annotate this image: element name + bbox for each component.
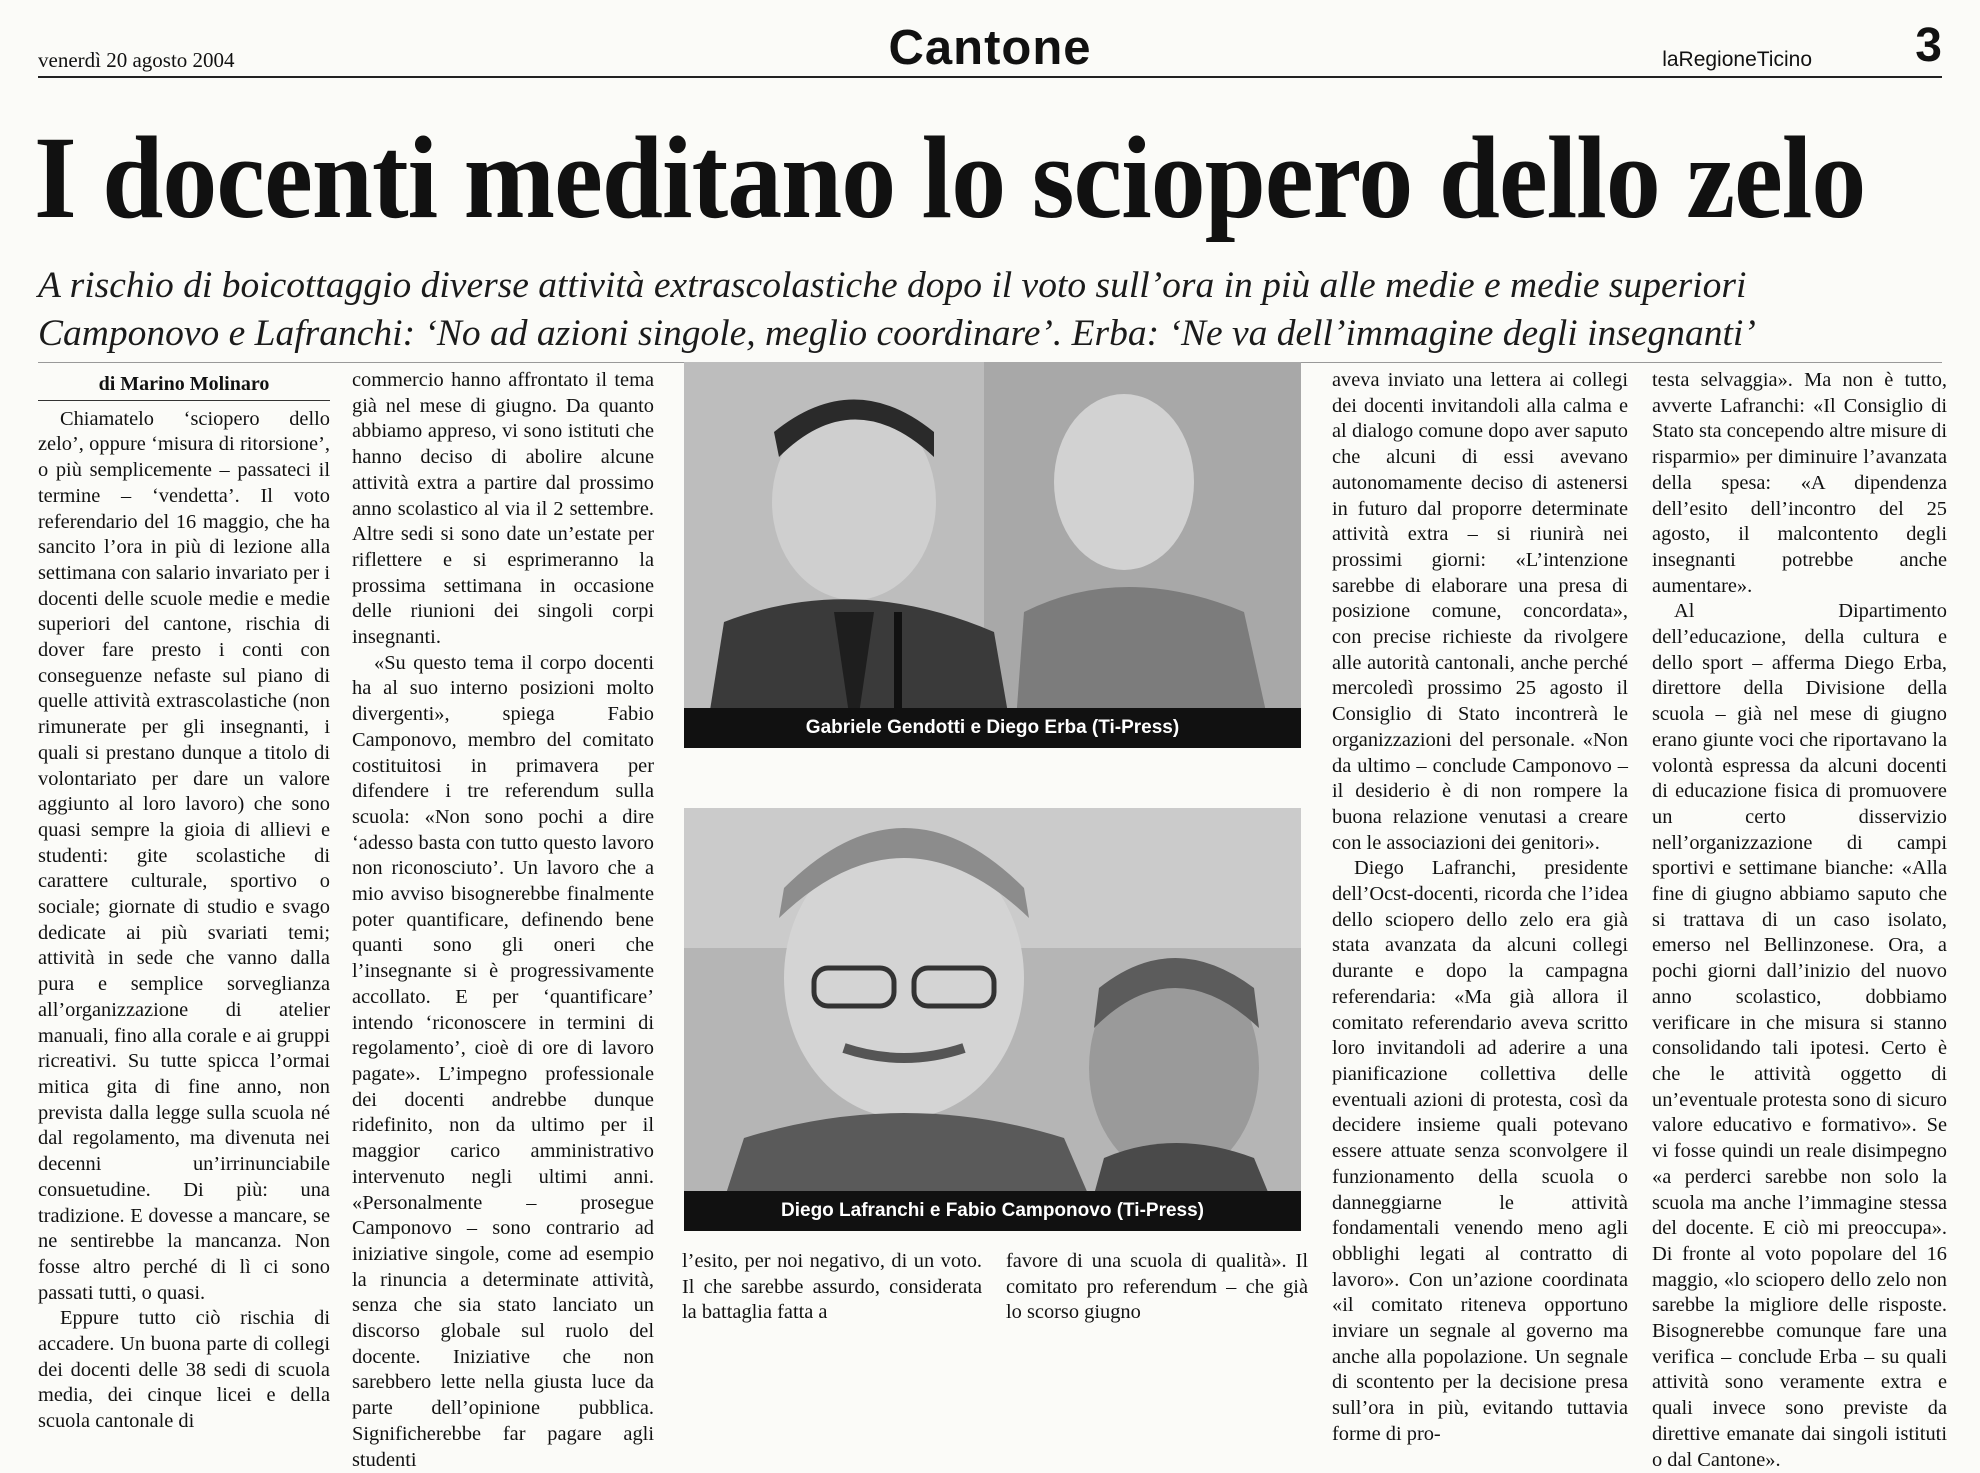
- photo-caption: Gabriele Gendotti e Diego Erba (Ti-Press): [684, 708, 1301, 748]
- article-column-3-left: l’esito, per noi negativo, di un voto. Il che sarebbe assurdo, considerata la battaglia fatta a: [682, 1250, 982, 1324]
- paragraph: «Su questo tema il corpo docenti ha al suo interno posizioni molto divergenti», spiega Fabio Camponovo, membro del comitato costituitosi in primavera per difendere i tre referendum sulla scuola: «Non sono pochi a dire ‘adesso basta con tutto questo lavoro non riconosciuto’. Un lavoro che a mio avviso bisognerebbe finalmente poter quantificare, definendo bene quanti sono gli oneri che l’insegnante si è progressivamente accollato. E per ‘quantificare’ intendo ‘riconoscere in termini di regolamento’, cioè di ore di lavoro pagate». L’impegno professionale dei docenti andrebbe dunque ridefinito, non da ultimo per il maggior carico amministrativo intervenuto negli ultimi anni. «Personalmente – prosegue Camponovo – sono contrario ad iniziative singole, come ad esempio la rinuncia a determinate attività, senza che sia stato lanciato un discorso globale sul ruolo del docente. Iniziative che non sarebbero lette nella giusta luce da parte dell’opinione pubblica. Significherebbe far pagare agli studenti: [352, 651, 654, 1471]
- headline: I docenti meditano lo sciopero dello zelo: [34, 112, 1866, 243]
- photo-gendotti-erba: [684, 362, 1301, 748]
- paragraph: Diego Lafranchi, presidente dell’Ocst-docenti, ricorda che l’idea dello sciopero dello zelo era già stata avanzata da alcuni collegi durante e dopo la campagna referendaria: «Ma già allora il comitato referendario aveva scritto loro invitandoli ad aderire a una pianificazione collettiva delle eventuali azioni di protesta, così da decidere insieme quali potevano essere attuate senza sconvolgere il funzionamento della scuola o danneggiarne le attività fondamentali venendo meno agli obblighi legati al contratto di lavoro». Con un’azione coordinata «il comitato riteneva opportuno inviare un segnale al governo ma anche alla popolazione. Un segnale di scontento per la decisione presa sull’ora in più, evitando tuttavia forme di pro-: [1332, 857, 1628, 1445]
- article-column-3-right: favore di una scuola di qualità». Il comitato pro referendum – che già lo scorso giugno: [1006, 1250, 1308, 1324]
- photo-image: [684, 808, 1301, 1231]
- byline: di Marino Molinaro: [38, 372, 330, 401]
- newspaper-name: laRegioneTicino: [1662, 48, 1812, 71]
- paragraph: aveva inviato una lettera ai collegi dei docenti invitandoli alla calma e al dialogo comune dopo aver saputo che alcuni di essi avevano autonomamente deciso di astenersi in futuro dal proporre determinate attività extra – si riunirà nei prossimi giorni: «L’intenzione sarebbe di elaborare una presa di posizione comune, concordata», con precise richieste da rivolgere alle autorità cantonali, anche perché mercoledì prossimo 25 agosto il Consiglio di Stato incontrerà le organizzazioni del personale. «Non da ultimo – conclude Camponovo – il desiderio è di non rompere la buona relazione venutasi a creare con le associazioni dei genitori».: [1332, 369, 1628, 854]
- section-title: Cantone: [888, 21, 1092, 75]
- issue-date: venerdì 20 agosto 2004: [38, 48, 235, 72]
- paragraph: commercio hanno affrontato il tema già nel mese di giugno. Da quanto abbiamo appreso, vi sono istituti che hanno deciso di abolire alcune attività extra a partire dal prossimo anno scolastico al via il 2 settembre. Altre sedi si sono date un’estate per riflettere e si esprimeranno la prossima settimana in occasione delle riunioni dei singoli corpi insegnanti.: [352, 369, 654, 649]
- subhead-line-1: A rischio di boicottaggio diverse attività extrascolastiche dopo il voto sull’ora in più alle medie e medie superiori: [38, 265, 1747, 306]
- article-column-5: [1652, 368, 1947, 1473]
- page-number: 3: [1915, 19, 1942, 72]
- subhead-line-2: Camponovo e Lafranchi: ‘No ad azioni singole, meglio coordinare’. Erba: ‘Ne va dell’immagine degli insegnanti’: [38, 313, 1756, 354]
- photo-lafranchi-camponovo: [684, 808, 1301, 1231]
- paragraph: testa selvaggia». Ma non è tutto, avverte Lafranchi: «Il Consiglio di Stato sta concependo altre misure di risparmio» per diminuire l’avanzata della spesa: «A dipendenza dell’esito dell’incontro del 25 agosto, il malcontento degli insegnanti potrebbe anche aumentare».: [1652, 369, 1948, 597]
- article-column-2: [352, 368, 654, 1473]
- article-column-4: [1332, 368, 1628, 1448]
- masthead: [38, 14, 1942, 78]
- photo-caption: Diego Lafranchi e Fabio Camponovo (Ti-Press): [684, 1191, 1301, 1231]
- article-column-1: [38, 372, 330, 1435]
- paragraph: Eppure tutto ciò rischia di accadere. Un buona parte di collegi dei docenti delle 38 sedi di scuola media, dei cinque licei e della scuola cantonale di: [38, 1307, 330, 1433]
- photo-image: [684, 362, 1301, 748]
- subheadline: [38, 262, 1948, 358]
- paragraph: Al Dipartimento dell’educazione, della cultura e dello sport – afferma Diego Erba, direttore della Divisione della scuola – già nel mese di giugno erano giunte voci che riportavano la volontà espressa da alcuni docenti di educazione fisica di promuovere un certo disservizio nell’organizzazione di campi sportivi e settimane bianche: «Alla fine di giugno abbiamo saputo che si trattava di un caso isolato, emerso nel Bellinzonese. Ora, a pochi giorni dall’inizio del nuovo anno scolastico, dobbiamo verificare in che misura si stanno consolidando tali ipotesi. Certo è che le attività oggetto di un’eventuale protesta sono di sicuro valore educativo e formativo». Se vi fosse quindi un reale disimpegno «a perderci sarebbe non solo la scuola ma anche l’immagine stessa del docente. E ciò mi preoccupa». Di fronte al voto popolare del 16 maggio, «lo sciopero dello zelo non sarebbe la migliore delle risposte. Bisognerebbe comunque fare una verifica – conclude Erba – su quali attività sono veramente extra e quali invece sono previste da direttive emanate dai singoli istituti o dal Cantone».: [1652, 600, 1947, 1471]
- paragraph: Chiamatelo ‘sciopero dello zelo’, oppure ‘misura di ritorsione’, o più semplicemente – passateci il termine – ‘vendetta’. Il voto referendario del 16 maggio, che ha sancito l’ora in più di lezione alla settimana con salario invariato per i docenti delle scuole medie e medie superiori del cantone, rischia di dover fare presto i conti con conseguenze nefaste sul piano di quelle attività extrascolastiche (non rimunerate per gli insegnanti, i quali si prestano dunque a titolo di volontariato per dare un valore aggiunto al loro lavoro) che sono quasi sempre la gioia di allievi e studenti: gite scolastiche di carattere culturale, sportivo o sociale; giornate di studio e svago dedicate ai più svariati temi; attività in sede che vanno dalla pura e semplice sorveglianza all’organizzazione di atelier manuali, fino alla corale e ai gruppi ricreativi. Su tutte spicca l’ormai mitica gita di fine anno, non prevista dalla legge sulla scuola né dal regolamento, ma divenuta nei decenni un’irrinunciabile consuetudine. Di più: una tradizione. E dovesse a mancare, se ne sentirebbe la mancanza. Non fosse altro perché di lì ci sono passati tutti, o quasi.: [38, 407, 330, 1304]
